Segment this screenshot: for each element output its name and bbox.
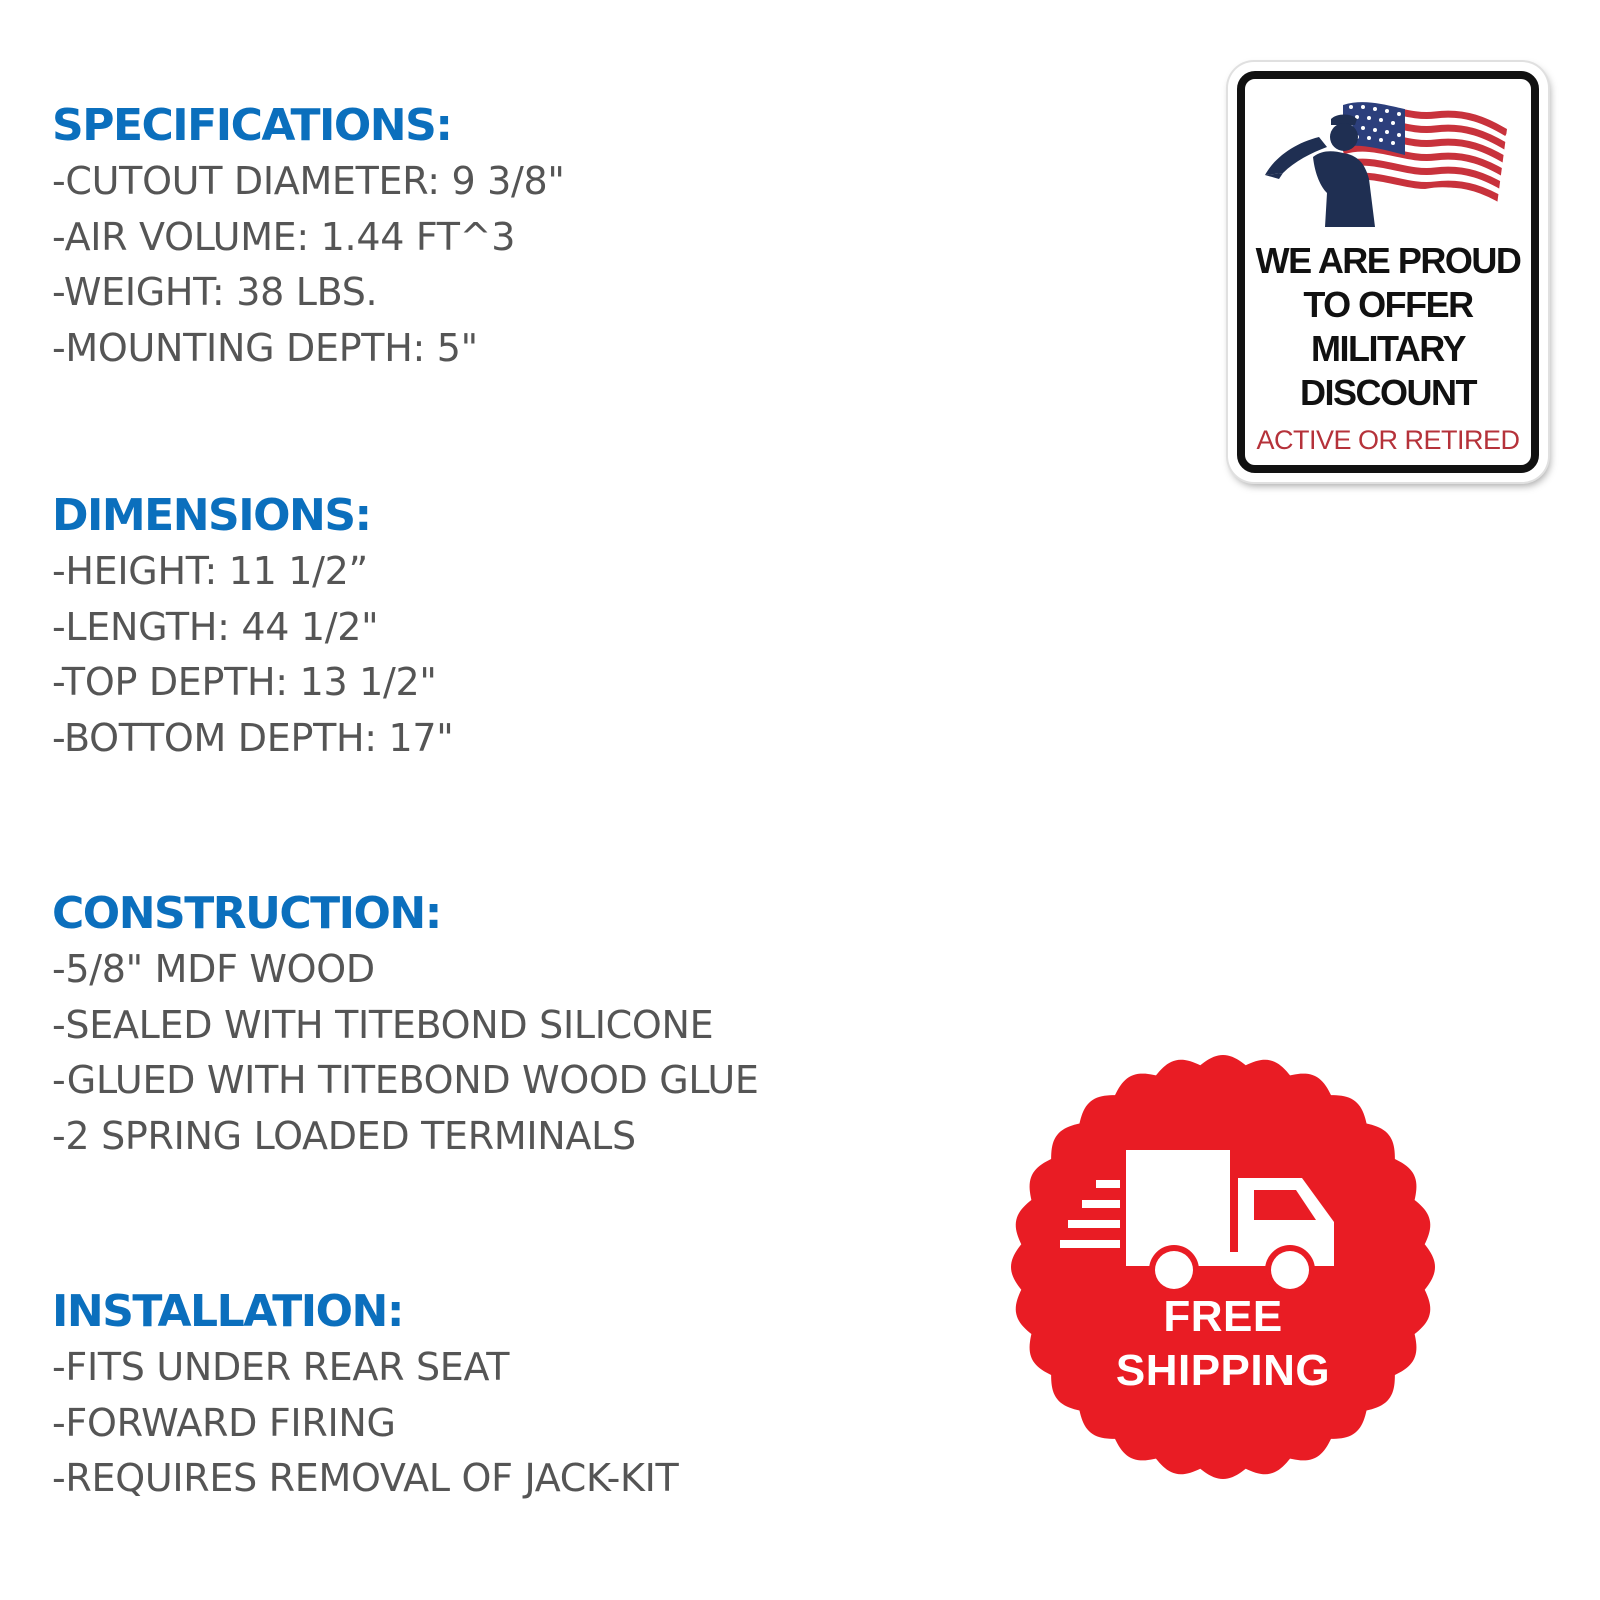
- section-heading: DIMENSIONS:: [52, 490, 371, 541]
- construction-list: [52, 942, 759, 1164]
- construction-section: [52, 886, 759, 1164]
- specifications-section: [52, 98, 565, 376]
- badge-scalloped-circle: [998, 1042, 1448, 1492]
- list-item: -MOUNTING DEPTH: 5": [52, 325, 478, 370]
- dimensions-list: [52, 544, 454, 766]
- sign-title-line: WE ARE PROUD: [1255, 240, 1521, 281]
- list-item: -FITS UNDER REAR SEAT: [52, 1345, 510, 1389]
- sign-title: [1245, 239, 1531, 415]
- badge-text: [998, 1290, 1448, 1398]
- sign-subtitle: ACTIVE OR RETIRED: [1256, 425, 1520, 455]
- badge-text-line: FREE: [1163, 1292, 1283, 1341]
- sign-title-line: TO OFFER: [1303, 284, 1473, 325]
- list-item: -SEALED WITH TITEBOND SILICONE: [52, 1002, 714, 1047]
- installation-list: [52, 1340, 678, 1507]
- installation-section: [52, 1284, 678, 1507]
- list-item: -BOTTOM DEPTH: 17": [52, 715, 454, 760]
- section-heading: CONSTRUCTION:: [52, 888, 441, 939]
- list-item: -LENGTH: 44 1/2": [52, 604, 379, 649]
- list-item: -5/8" MDF WOOD: [52, 947, 375, 991]
- soldier-flag-illustration: [1265, 97, 1515, 227]
- free-shipping-badge: [998, 1042, 1448, 1492]
- list-item: -HEIGHT: 11 1/2”: [52, 549, 368, 593]
- sign-border: [1237, 71, 1539, 473]
- list-item: -TOP DEPTH: 13 1/2": [52, 660, 437, 704]
- spec-list: [52, 154, 565, 376]
- badge-text-line: SHIPPING: [1115, 1346, 1331, 1395]
- list-item: -2 SPRING LOADED TERMINALS: [52, 1113, 636, 1158]
- list-item: -AIR VOLUME: 1.44 FT^3: [52, 214, 516, 259]
- list-item: -FORWARD FIRING: [52, 1400, 396, 1445]
- list-item: -REQUIRES REMOVAL OF JACK-KIT: [52, 1456, 679, 1500]
- military-discount-sign: [1228, 62, 1548, 482]
- sign-title-line: MILITARY: [1311, 328, 1465, 369]
- section-heading: SPECIFICATIONS:: [52, 100, 452, 151]
- list-item: -WEIGHT: 38 LBS.: [52, 270, 378, 314]
- dimensions-section: [52, 488, 454, 766]
- section-heading: INSTALLATION:: [52, 1286, 403, 1337]
- list-item: -GLUED WITH TITEBOND WOOD GLUE: [52, 1058, 759, 1102]
- sign-title-line: DISCOUNT: [1300, 372, 1476, 413]
- list-item: -CUTOUT DIAMETER: 9 3/8": [52, 159, 565, 203]
